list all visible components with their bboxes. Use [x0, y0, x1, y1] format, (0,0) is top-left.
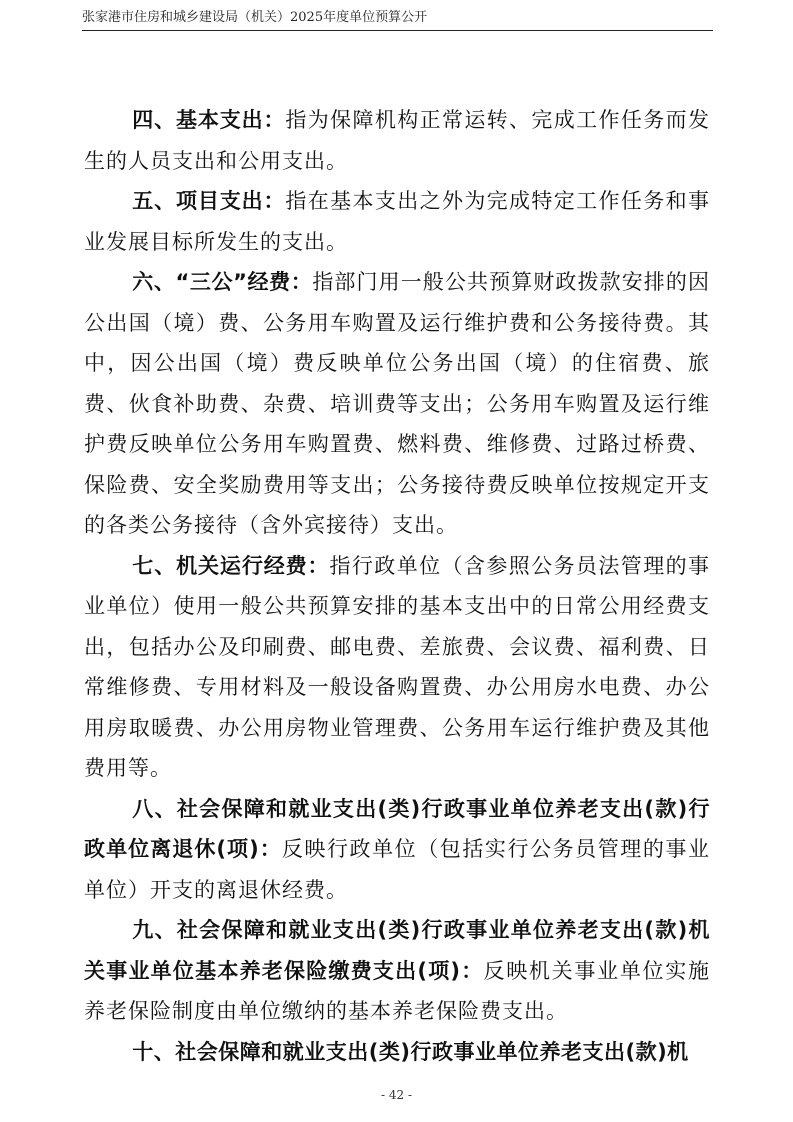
definition-paragraph-8	[84, 789, 710, 911]
definition-paragraph-4	[84, 100, 710, 181]
header-title: 张家港市住房和城乡建设局（机关）2025年度单位预算公开	[82, 10, 428, 25]
definition-paragraph-10	[84, 1032, 710, 1073]
definition-paragraph-6	[84, 262, 710, 546]
definition-term: 六、“三公”经费：	[132, 270, 313, 294]
definition-paragraph-5	[84, 181, 710, 262]
definition-paragraph-7	[84, 546, 710, 789]
definition-paragraph-9	[84, 910, 710, 1032]
definition-text: 指在基本支出之外为完成特定工作任务和事业发展目标所发生的支出。	[84, 189, 710, 254]
definition-term: 十、社会保障和就业支出(类)行政事业单位养老支出(款)机	[132, 1039, 689, 1064]
document-body	[84, 100, 710, 1072]
definition-term: 九、社会保障和就业支出(类)行政事业单位养老支出(款)机关事业单位基本养老保险缴费支出(项)：	[84, 918, 710, 983]
definition-term: 七、机关运行经费：	[132, 553, 330, 578]
page-header	[82, 8, 713, 31]
page-number: - 42 -	[380, 1088, 412, 1102]
definition-text: 指行政单位（含参照公务员法管理的事业单位）使用一般公共预算安排的基本支出中的日常公用经费支出，包括办公及印刷费、邮电费、差旅费、会议费、福利费、日常维修费、专用材料及一般设备购置费、办公用房水电费、办公用房取暖费、办公用房物业管理费、公务用车运行维护费及其他费用等。	[84, 553, 711, 780]
definition-text: 指为保障机构正常运转、完成工作任务而发生的人员支出和公用支出。	[84, 108, 710, 173]
definition-text: 反映行政单位（包括实行公务员管理的事业单位）开支的离退休经费。	[84, 837, 710, 902]
definition-text: 反映机关事业单位实施养老保险制度由单位缴纳的基本养老保险费支出。	[84, 958, 710, 1023]
definition-text: 指部门用一般公共预算财政拨款安排的因公出国（境）费、公务用车购置及运行维护费和公务接待费。其中，因公出国（境）费反映单位公务出国（境）的住宿费、旅费、伙食补助费、杂费、培训费等支出；公务用车购置及运行维护费反映单位公务用车购置费、燃料费、维修费、过路过桥费、保险费、安全奖励费用等支出；公务接待费反映单位按规定开支的各类公务接待（含外宾接待）支出。	[84, 270, 711, 537]
definition-term: 八、社会保障和就业支出(类)行政事业单位养老支出(款)行政单位离退休(项)：	[84, 796, 710, 861]
definition-term: 四、基本支出：	[132, 108, 286, 132]
page-footer	[0, 1088, 793, 1102]
definition-term: 五、项目支出：	[132, 189, 286, 213]
